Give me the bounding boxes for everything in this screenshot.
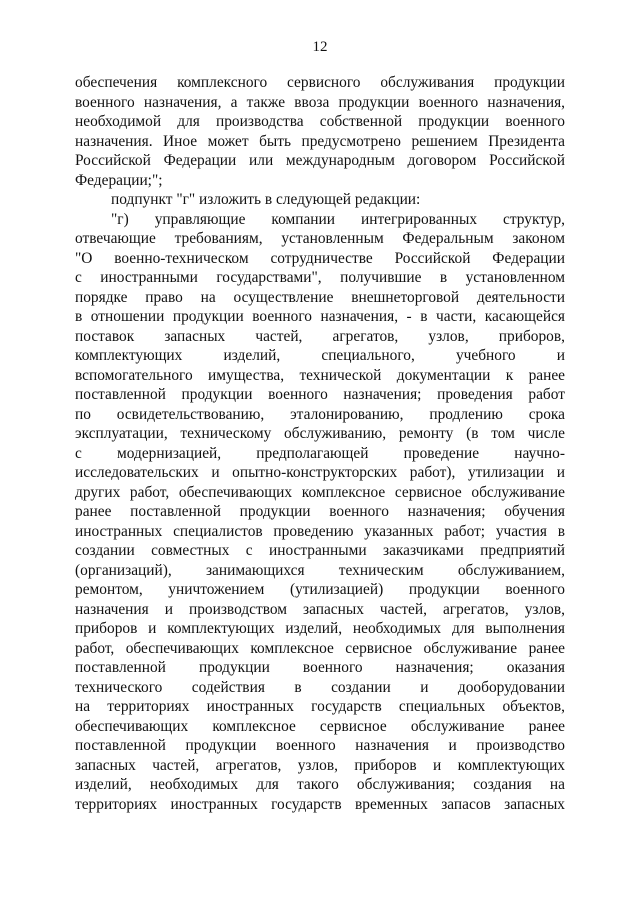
text-line: военного назначения, а также ввоза продукции военного назначения,	[75, 93, 565, 111]
text-line: территориях иностранных государств временных запасов запасных	[75, 795, 565, 813]
text-line: приборов и комплектующих изделий, необходимых для выполнения	[75, 620, 565, 637]
text-line: изделий, необходимых для такого обслуживания; создания на	[75, 776, 565, 793]
text-line: технического содействия в создании и дооборудовании	[75, 678, 565, 696]
text-line: работ, обеспечивающих комплексное сервисное обслуживание ранее	[75, 639, 565, 657]
text-line: ремонтом, уничтожением (утилизацией) продукции военного	[75, 581, 565, 598]
text-line: отвечающие требованиям, установленным Федеральным законом	[75, 230, 565, 247]
text-line: обеспечения комплексного сервисного обслуживания продукции	[75, 74, 565, 91]
text-line: "О военно-техническом сотрудничестве Российской Федерации	[75, 249, 565, 267]
text-line: вспомогательного имущества, технической документации к ранее	[75, 366, 565, 384]
text-line: ранее поставленной продукции военного назначения; обучения	[75, 503, 565, 520]
text-line: запасных частей, агрегатов, узлов, приборов и комплектующих	[75, 756, 565, 774]
text-line: необходимой для производства собственной продукции военного	[75, 113, 565, 130]
page-number: 12	[312, 39, 328, 55]
text-line: поставленной продукции военного назначения и производство	[75, 737, 565, 754]
text-line: эксплуатации, техническому обслуживанию, ремонту (в том числе	[75, 425, 565, 442]
text-line: с иностранными государствами", получившие в установленном	[75, 269, 565, 286]
text-line: назначения. Иное может быть предусмотрено решением Президента	[75, 132, 565, 150]
document-body	[75, 73, 565, 814]
text-line: подпункт "г" изложить в следующей редакции:	[111, 191, 421, 208]
text-line: создании совместных с иностранными заказчиками предприятий	[75, 542, 565, 559]
text-line: поставленной продукции военного назначения; проведения работ	[75, 386, 565, 403]
text-line: по освидетельствованию, эталонированию, продлению срока	[75, 405, 565, 423]
text-line: иностранных специалистов проведению указанных работ; участия в	[75, 522, 565, 540]
text-line: исследовательских и опытно-конструкторских работ), утилизации и	[75, 464, 565, 481]
text-line: обеспечивающих комплексное сервисное обслуживание ранее	[75, 717, 565, 735]
text-line: (организаций), занимающихся техническим обслуживанием,	[75, 561, 565, 579]
text-line: Российской Федерации или международным договором Российской	[75, 152, 565, 169]
text-line: порядке право на осуществление внешнеторговой деятельности	[75, 288, 565, 306]
text-line: комплектующих изделий, специального, учебного и	[75, 347, 565, 364]
text-line: на территориях иностранных государств специальных объектов,	[75, 698, 565, 715]
text-line: других работ, обеспечивающих комплексное сервисное обслуживание	[75, 483, 565, 501]
text-line: в отношении продукции военного назначения, - в части, касающейся	[75, 308, 565, 325]
text-line: "г) управляющие компании интегрированных структур,	[111, 210, 565, 228]
text-line: с модернизацией, предполагающей проведение научно-	[75, 444, 565, 462]
text-line: Федерации;";	[75, 171, 163, 189]
text-line: назначения и производством запасных частей, агрегатов, узлов,	[75, 600, 565, 618]
text-line: поставок запасных частей, агрегатов, узлов, приборов,	[75, 327, 565, 345]
text-line: поставленной продукции военного назначения; оказания	[75, 659, 565, 676]
